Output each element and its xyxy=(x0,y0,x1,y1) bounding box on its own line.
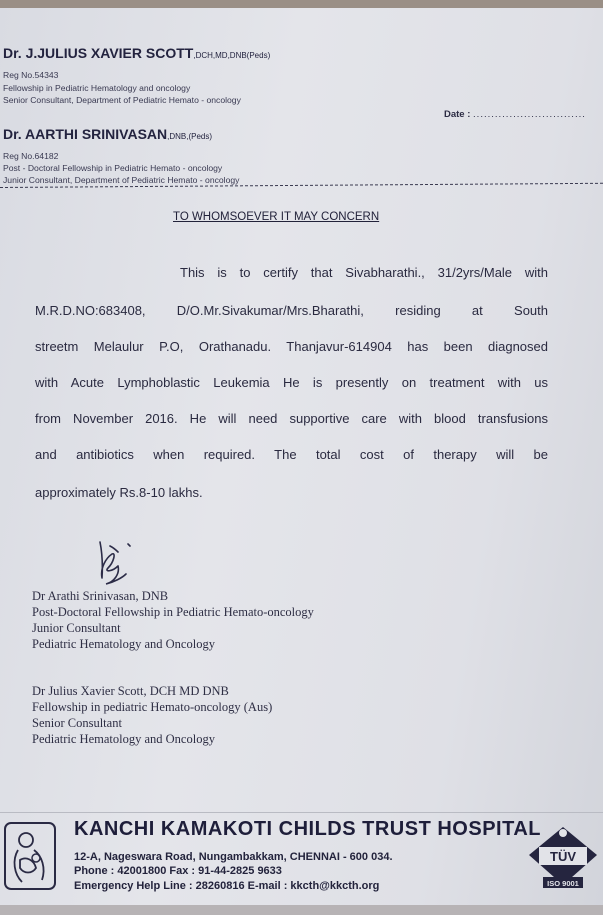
body-line-7: approximately Rs.8-10 lakhs. xyxy=(35,485,203,500)
signatory2-dept: Pediatric Hematology and Oncology xyxy=(32,732,215,746)
doctor1-reg: Reg No.54343 xyxy=(3,70,59,80)
doctor2-reg: Reg No.64182 xyxy=(3,151,59,161)
hospital-phone: Phone : 42001800 Fax : 91-44-2825 9633 xyxy=(74,865,282,877)
doctor1-name xyxy=(3,45,270,61)
signatory1-dept: Pediatric Hematology and Oncology xyxy=(32,637,215,651)
doctor2-fellowship: Post - Doctoral Fellowship in Pediatric Hemato - oncology xyxy=(3,163,223,173)
signatory2-title: Senior Consultant xyxy=(32,716,122,730)
body-line-1: This is to certify that Sivabharathi., 31/2yrs/Male with xyxy=(180,265,548,280)
body-line-2: M.R.D.NO:683408, D/O.Mr.Sivakumar/Mrs.Bharathi, residing at South xyxy=(35,303,548,318)
doctor2-quals: ,DNB,(Peds) xyxy=(167,132,213,141)
body-line-3: streetm Melaulur P.O, Orathanadu. Thanjavur-614904 has been diagnosed xyxy=(35,339,548,354)
hospital-address: 12-A, Nageswara Road, Nungambakkam, CHENNAI - 600 034. xyxy=(74,851,393,863)
doctor2-name-text: Dr. AARTHI SRINIVASAN xyxy=(3,126,168,142)
signatory1-fellowship: Post-Doctoral Fellowship in Pediatric Hemato-oncology xyxy=(32,605,314,619)
body-line-5: from November 2016. He will need supportive care with blood transfusions xyxy=(35,411,548,426)
signatory1-title: Junior Consultant xyxy=(32,621,121,635)
doctor1-role: Senior Consultant, Department of Pediatric Hemato - oncology xyxy=(3,95,241,105)
hospital-name: KANCHI KAMAKOTI CHILDS TRUST HOSPITAL xyxy=(74,818,541,840)
doctor2-name xyxy=(3,126,212,142)
iso-badge-text: ISO 9001 xyxy=(547,879,579,888)
doctor1-fellowship: Fellowship in Pediatric Hematology and oncology xyxy=(3,83,191,93)
mother-child-logo-icon xyxy=(2,820,58,892)
handwritten-signature xyxy=(88,538,138,590)
doctor1-name-text: Dr. J.JULIUS XAVIER SCOTT xyxy=(3,45,194,61)
doctor2-role: Junior Consultant, Department of Pediatric Hemato - oncology xyxy=(3,175,240,185)
tuv-iso-badge-icon xyxy=(525,825,601,891)
footer-divider xyxy=(0,812,603,813)
body-line-4: with Acute Lymphoblastic Leukemia He is presently on treatment with us xyxy=(35,375,548,390)
signatory2-fellowship: Fellowship in pediatric Hemato-oncology (Aus) xyxy=(32,700,273,714)
top-edge xyxy=(0,0,603,8)
hospital-emergency: Emergency Help Line : 28260816 E-mail : kkcth@kkcth.org xyxy=(74,880,380,892)
body-line-6: and antibiotics when required. The total cost of therapy will be xyxy=(35,447,548,462)
signatory1-name: Dr Arathi Srinivasan, DNB xyxy=(32,589,169,603)
date-label: Date : xyxy=(444,109,471,120)
tuv-badge-text: TÜV xyxy=(550,849,576,864)
doctor1-quals: ,DCH,MD,DNB(Peds) xyxy=(193,51,271,60)
date-value: ............................... xyxy=(473,109,586,120)
date-field xyxy=(444,109,586,120)
signatory2-name: Dr Julius Xavier Scott, DCH MD DNB xyxy=(32,684,229,698)
bottom-edge xyxy=(0,905,603,915)
letter-heading: TO WHOMSOEVER IT MAY CONCERN xyxy=(173,211,380,223)
